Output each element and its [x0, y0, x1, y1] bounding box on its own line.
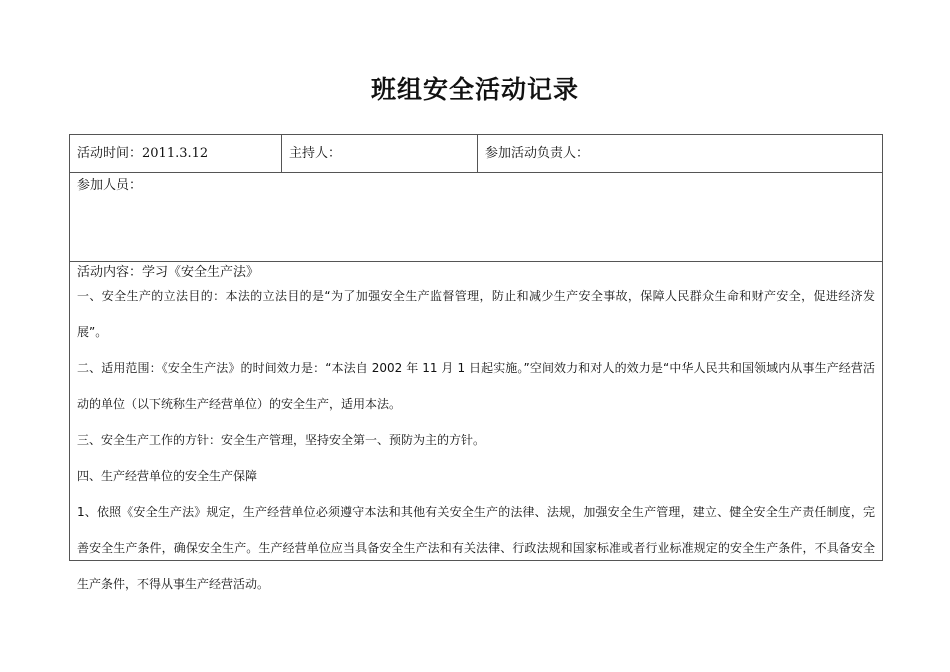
host-cell: 主持人： — [282, 135, 478, 172]
content-body — [77, 278, 875, 602]
content-row — [70, 261, 882, 591]
paragraph-purpose: 一、安全生产的立法目的：本法的立法目的是“为了加强安全生产监督管理，防止和减少生产安全事故，保障人民群众生命和财产安全，促进经济发展”。 — [77, 289, 875, 339]
activity-record-table — [69, 134, 883, 591]
page-title: 班组安全活动记录 — [370, 75, 579, 104]
paragraph-scope: 二、适用范围：《安全生产法》的时间效力是：“本法自 2002 年 11 月 1 日起实施。”空间效力和对人的效力是“中华人民共和国领域内从事生产经营活动的单位（以下统称生产经营单位）的安全生产，适用本法。 — [77, 361, 875, 411]
paragraph-guarantee-1: 1、依照《安全生产法》规定，生产经营单位必须遵守本法和其他有关安全生产的法律、法规，加强安全生产管理，建立、健全安全生产责任制度，完善安全生产条件，确保安全生产。生产经营单位应当具备安全生产法和有关法律、行政法规和国家标准或者行业标准规定的安全生产条件，不具备安全生产条件，不得从事生产经营活动。 — [77, 505, 875, 591]
content-heading: 活动内容：学习《安全生产法》 — [77, 265, 260, 280]
header-row — [70, 135, 882, 173]
paragraph-policy: 三、安全生产工作的方针：安全生产管理，坚持安全第一、预防为主的方针。 — [77, 433, 486, 447]
participants-label: 参加人员： — [77, 178, 143, 193]
responsible-person-cell: 参加活动负责人： — [485, 146, 590, 161]
participants-row — [70, 172, 882, 262]
activity-time-cell: 活动时间：2011.3.12 — [70, 135, 282, 172]
paragraph-guarantee-heading: 四、生产经营单位的安全生产保障 — [77, 469, 258, 483]
